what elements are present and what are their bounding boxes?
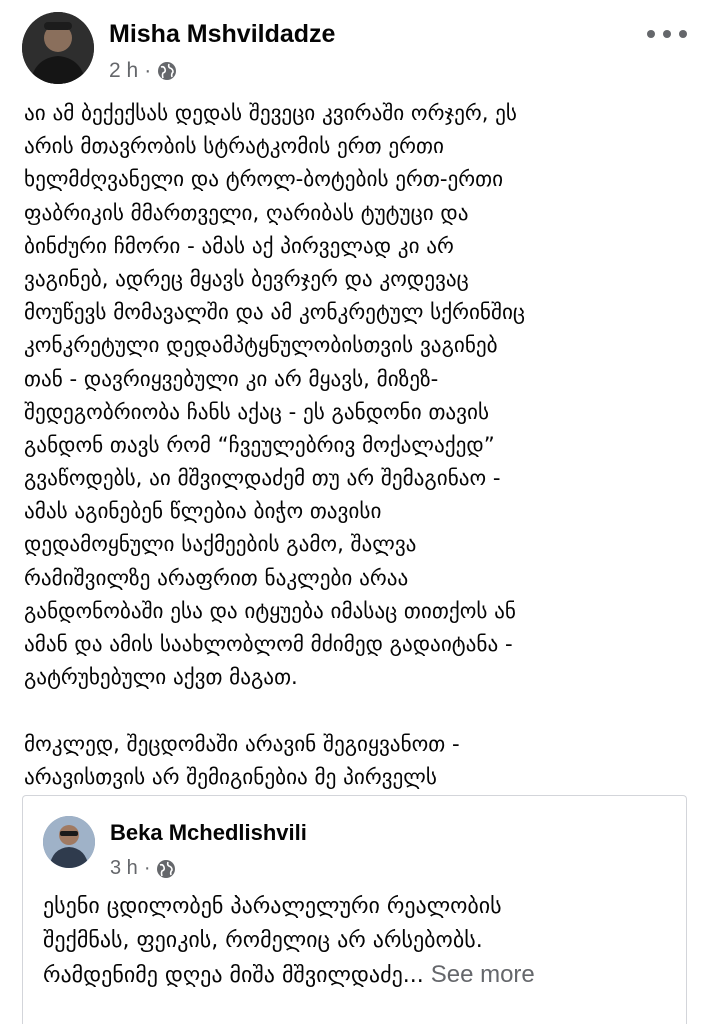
shared-post-card[interactable] <box>22 795 687 1024</box>
post-text-line: გატრუხებული აქვთ მაგათ. <box>24 664 298 690</box>
more-dot <box>647 30 655 38</box>
post-text-line: არავისთვის არ შემიგინებია მე პირველს <box>24 763 437 789</box>
globe-icon[interactable] <box>156 859 176 879</box>
paragraph-gap <box>24 693 692 726</box>
post-text-line: მოუწევს მომავალში და ამ კონკრეტულ სქრინშიც <box>24 299 526 325</box>
post-text-line: გვაწოდებს, აი მშვილდაძემ თუ არ შემაგინაო - <box>24 465 501 491</box>
more-dot <box>679 30 687 38</box>
post-text-line: ვაგინებ, ადრეც მყავს ბევრჯერ და კოდევაც <box>24 265 469 291</box>
shared-text-line <box>43 958 683 992</box>
shared-text-line: შექმნას, ფეიკის, რომელიც არ არსებობს. <box>43 928 483 953</box>
post-text-line: თან - დავრიყვებული კი არ მყავს, მიზეზ- <box>24 365 439 391</box>
post-header <box>22 12 687 86</box>
post-text-line: ხელმძღვანელი და ტროლ-ბოტების ერთ-ერთი <box>24 166 504 192</box>
see-more-link[interactable]: See more <box>430 961 535 988</box>
post-text-line: მოკლედ, შეცდომაში არავინ შეგიყვანოთ - <box>24 730 460 756</box>
post-text-line: კონკრეტული დედამპტყნულობისთვის ვაგინებ <box>24 332 498 358</box>
meta-separator: · <box>143 857 151 879</box>
post-text-line: ბინძური ჩმორი - ამას აქ პირველად კი არ <box>24 232 454 258</box>
post-time[interactable]: 2 h <box>109 59 139 82</box>
post-text-line: ფაბრიკის მმართველი, ღარიბას ტუტუცი და <box>24 199 469 225</box>
shared-author-avatar[interactable] <box>43 816 95 868</box>
shared-post-time[interactable]: 3 h <box>110 857 138 879</box>
more-dot <box>663 30 671 38</box>
post-text-line: განდონობაში ესა და იტყუება იმასაც თითქოს ან <box>24 597 516 623</box>
author-avatar[interactable] <box>22 12 94 84</box>
shared-text-line: ესენი ცდილობენ პარალელური რეალობის <box>43 894 502 919</box>
more-options-icon[interactable] <box>647 24 687 44</box>
post-text-line: განდონ თავს რომ “ჩვეულებრივ მოქალაქედ” <box>24 431 495 457</box>
post-text-line: აი ამ ბექექსას დედას შევეცი კვირაში ორჯერ, ეს <box>24 100 517 125</box>
post-text-line: დედამოყნული საქმეების გამო, შალვა <box>24 531 417 557</box>
shared-post-body <box>43 890 683 992</box>
globe-icon[interactable] <box>157 61 177 81</box>
post-body <box>24 96 692 793</box>
post-text-line: არის მთავრობის სტრატკომის ერთ ერთი <box>24 133 444 159</box>
shared-post-meta <box>110 857 176 880</box>
shared-author-name[interactable]: Beka Mchedlishvili <box>110 820 307 845</box>
post-text-line: შედეგობრიობა ჩანს აქაც - ეს განდონი თავის <box>24 398 490 424</box>
post-meta <box>109 59 177 83</box>
post-text-line: რამიშვილზე არაფრით ნაკლები არაა <box>24 564 409 590</box>
post-text-line: ამან და ამის საახლობლომ მძიმედ გადაიტანა - <box>24 631 513 656</box>
author-name[interactable]: Misha Mshvildadze <box>109 20 336 48</box>
meta-separator: · <box>144 59 152 82</box>
post-text-line: ამას აგინებენ წლებია ბიჭო თავისი <box>24 498 382 524</box>
shared-text-truncated: რამდენიმე დღეა მიშა მშვილდაძე... <box>43 963 424 988</box>
